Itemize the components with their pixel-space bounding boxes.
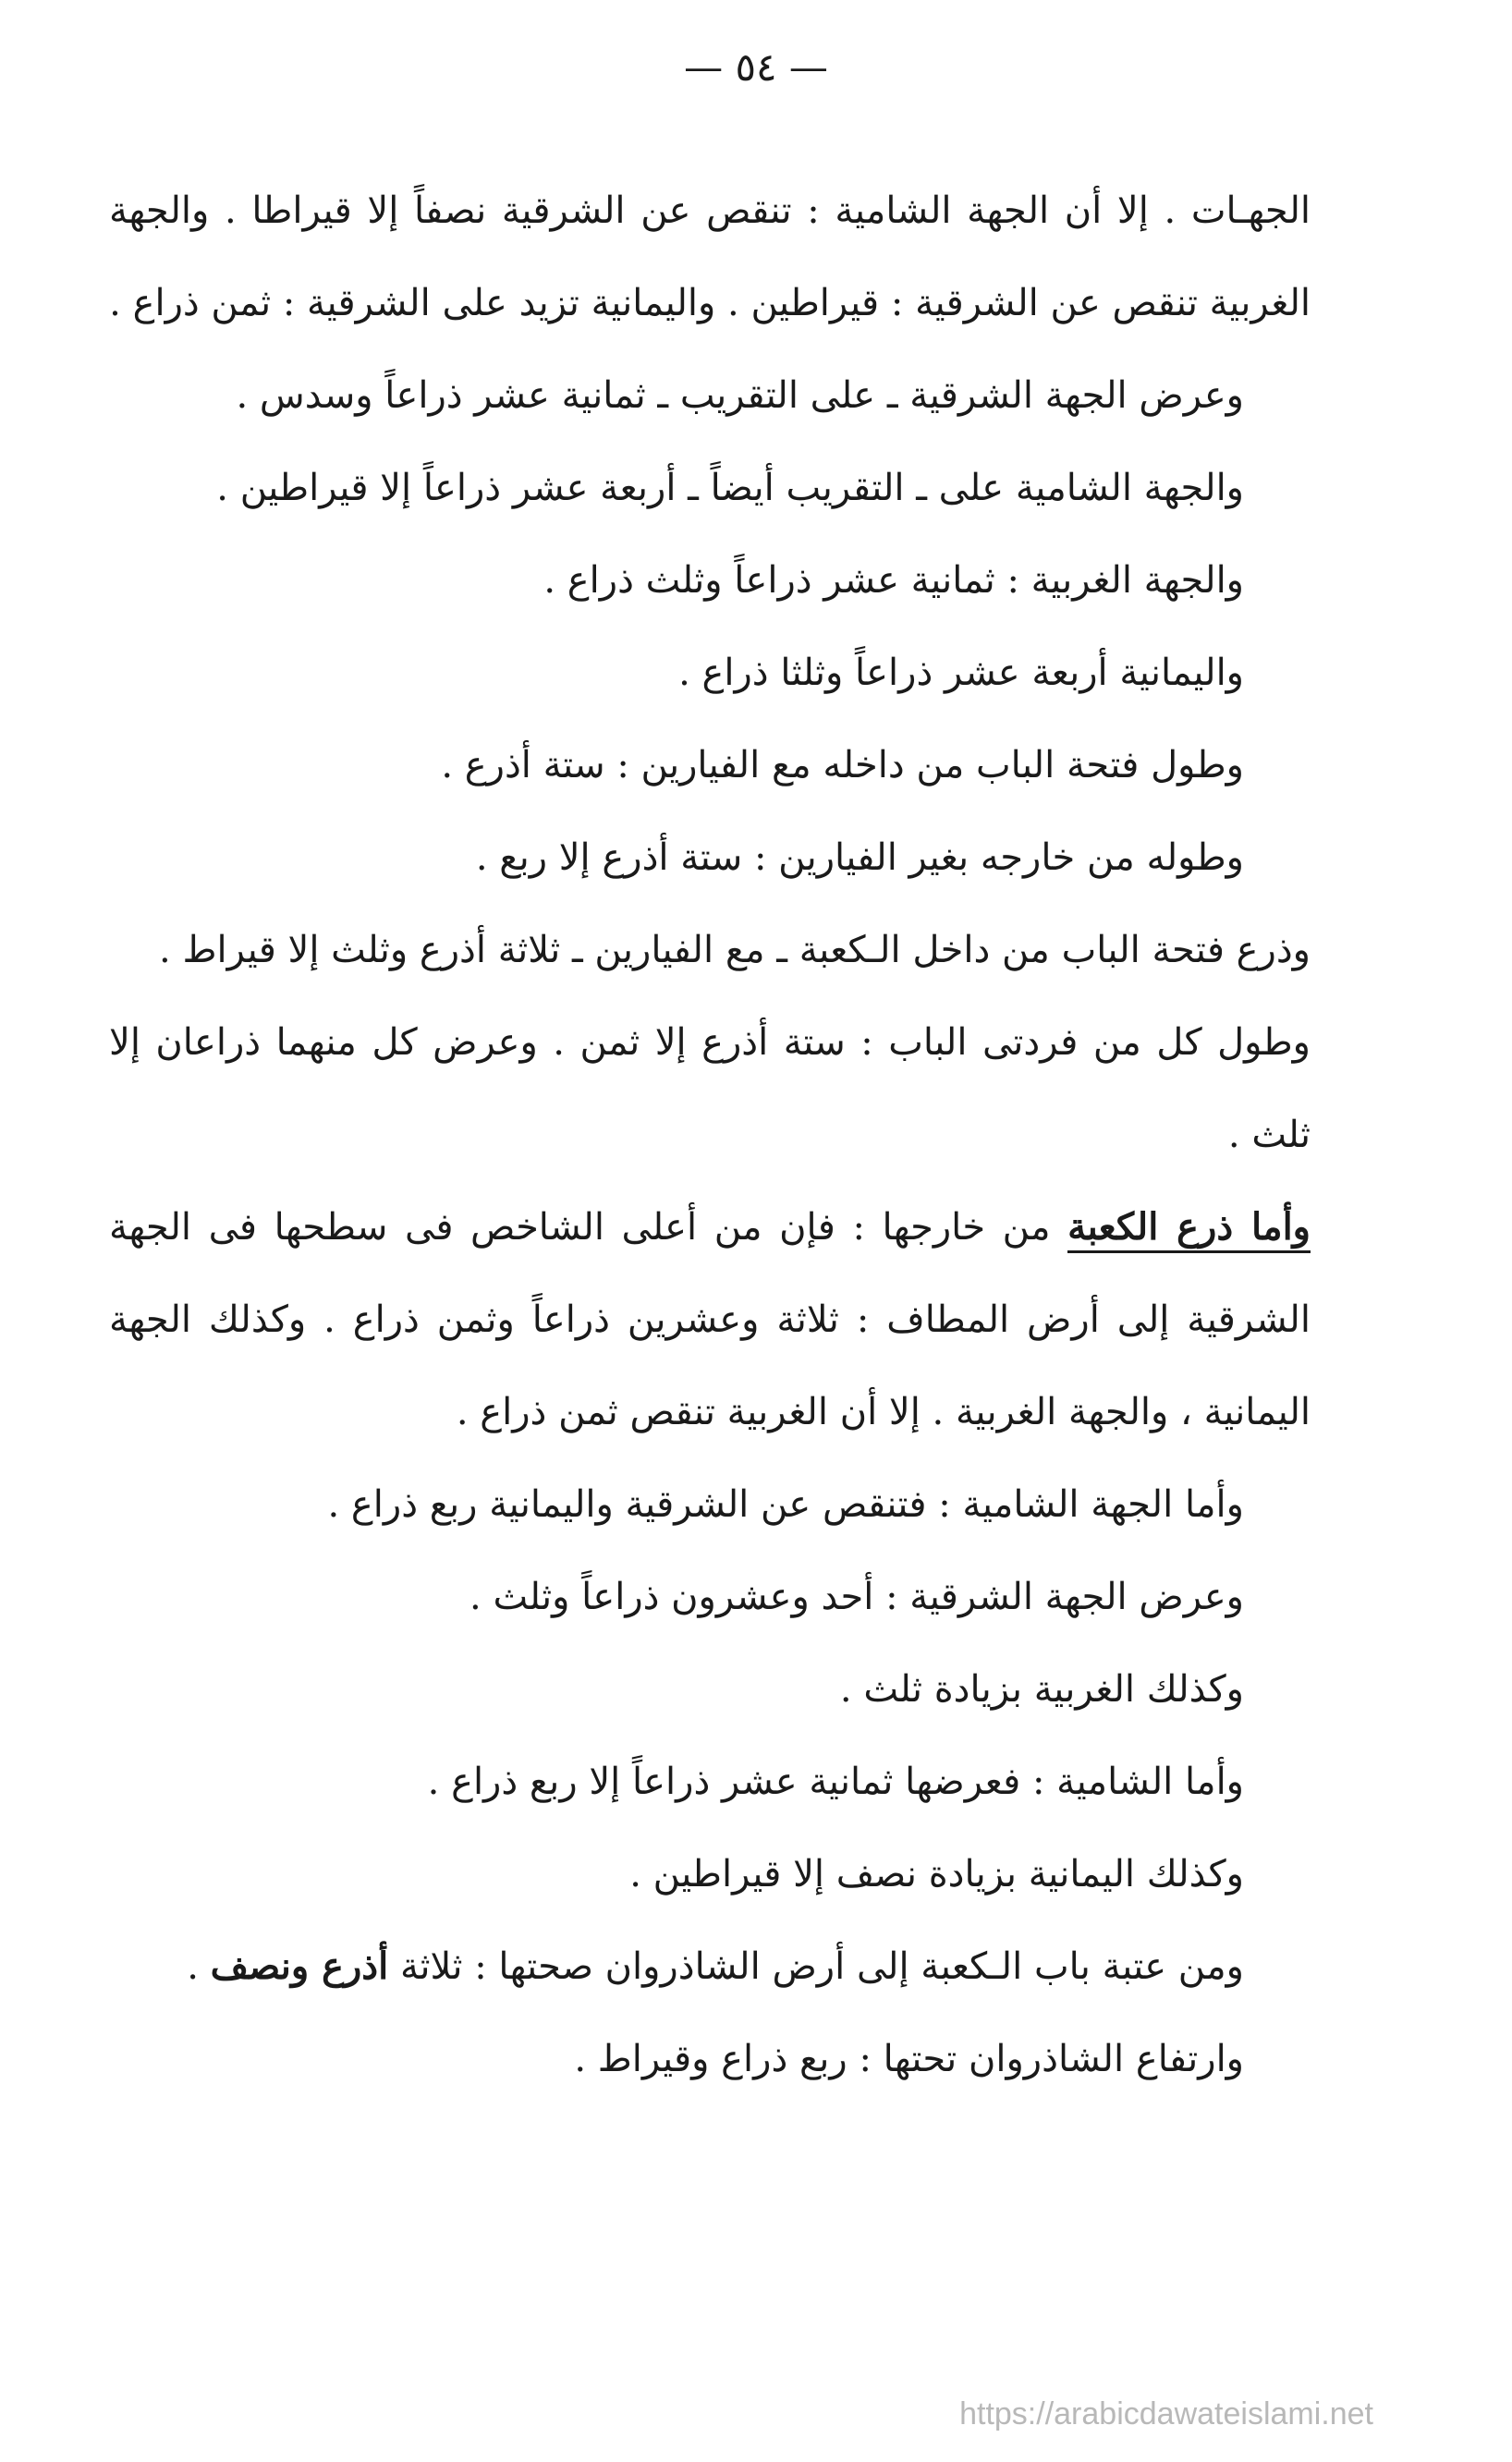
paragraph-2: وعرض الجهة الشرقية ـ على التقريب ـ ثمانية عشر ذراعاً وسدس . [236,374,1244,417]
paragraph-3: والجهة الشامية على ـ التقريب أيضاً ـ أربعة عشر ذراعاً إلا قيراطين . [216,467,1244,509]
paragraph-4: والجهة الغربية : ثمانية عشر ذراعاً وثلث ذراع . [543,559,1244,602]
paragraph-11: وأما الجهة الشامية : فتنقص عن الشرقية واليمانية ربع ذراع . [327,1483,1244,1526]
body-text [109,165,1311,2105]
paragraph-12: وعرض الجهة الشرقية : أحد وعشرون ذراعاً وثلث . [469,1576,1244,1618]
paragraph-16-text: ومن عتبة باب الـكعبة إلى أرض الشاذروان صحتها : ثلاثة [388,1945,1244,1988]
paragraph-15: وكذلك اليمانية بزيادة نصف إلا قيراطين . [629,1853,1244,1895]
paragraph-16-bold: أذرع ونصف [210,1944,389,1988]
paragraph-10 [109,1181,1311,1458]
paragraph-10-text: من خارجها : فإن من أعلى الشاخص فى سطحها فى الجهة الشرقية إلى أرض المطاف : ثلاثة وعشرين ذراعاً وثمن ذراع . وكذلك الجهة اليمانية ، والجهة الغربية . إلا أن الغربية تنقص ثمن ذراع . [109,1206,1311,1433]
watermark-url: https://arabicdawateislami.net [959,2396,1373,2432]
paragraph-16 [109,1920,1244,2013]
page-number: — ٥٤ — [684,44,828,90]
paragraph-9: وطول كل من فردتى الباب : ستة أذرع إلا ثمن . وعرض كل منهما ذراعان إلا ثلث . [109,1021,1311,1156]
paragraph-7: وطوله من خارجه بغير الفيارين : ستة أذرع إلا ربع . [475,836,1244,879]
paragraph-6: وطول فتحة الباب من داخله مع الفيارين : ستة أذرع . [441,744,1244,786]
paragraph-13: وكذلك الغربية بزيادة ثلث . [839,1668,1244,1711]
paragraph-14: وأما الشامية : فعرضها ثمانية عشر ذراعاً إلا ربع ذراع . [427,1761,1244,1803]
paragraph-16-end: . [187,1945,211,1988]
paragraph-8: وذرع فتحة الباب من داخل الـكعبة ـ مع الفيارين ـ ثلاثة أذرع وثلث إلا قيراط . [159,929,1311,971]
handwritten-heading: وأما ذرع الكعبة [1067,1205,1311,1253]
paragraph-17: وارتفاع الشاذروان تحتها : ربع ذراع وقيراط . [574,2038,1244,2080]
paragraph-5: واليمانية أربعة عشر ذراعاً وثلثا ذراع . [678,652,1244,694]
paragraph-1: الجهـات . إلا أن الجهة الشامية : تنقص عن الشرقية نصفاً إلا قيراطا . والجهة الغربية تنقص عن الشرقية : قيراطين . واليمانية تزيد على الشرقية : ثمن ذراع . [109,189,1311,324]
